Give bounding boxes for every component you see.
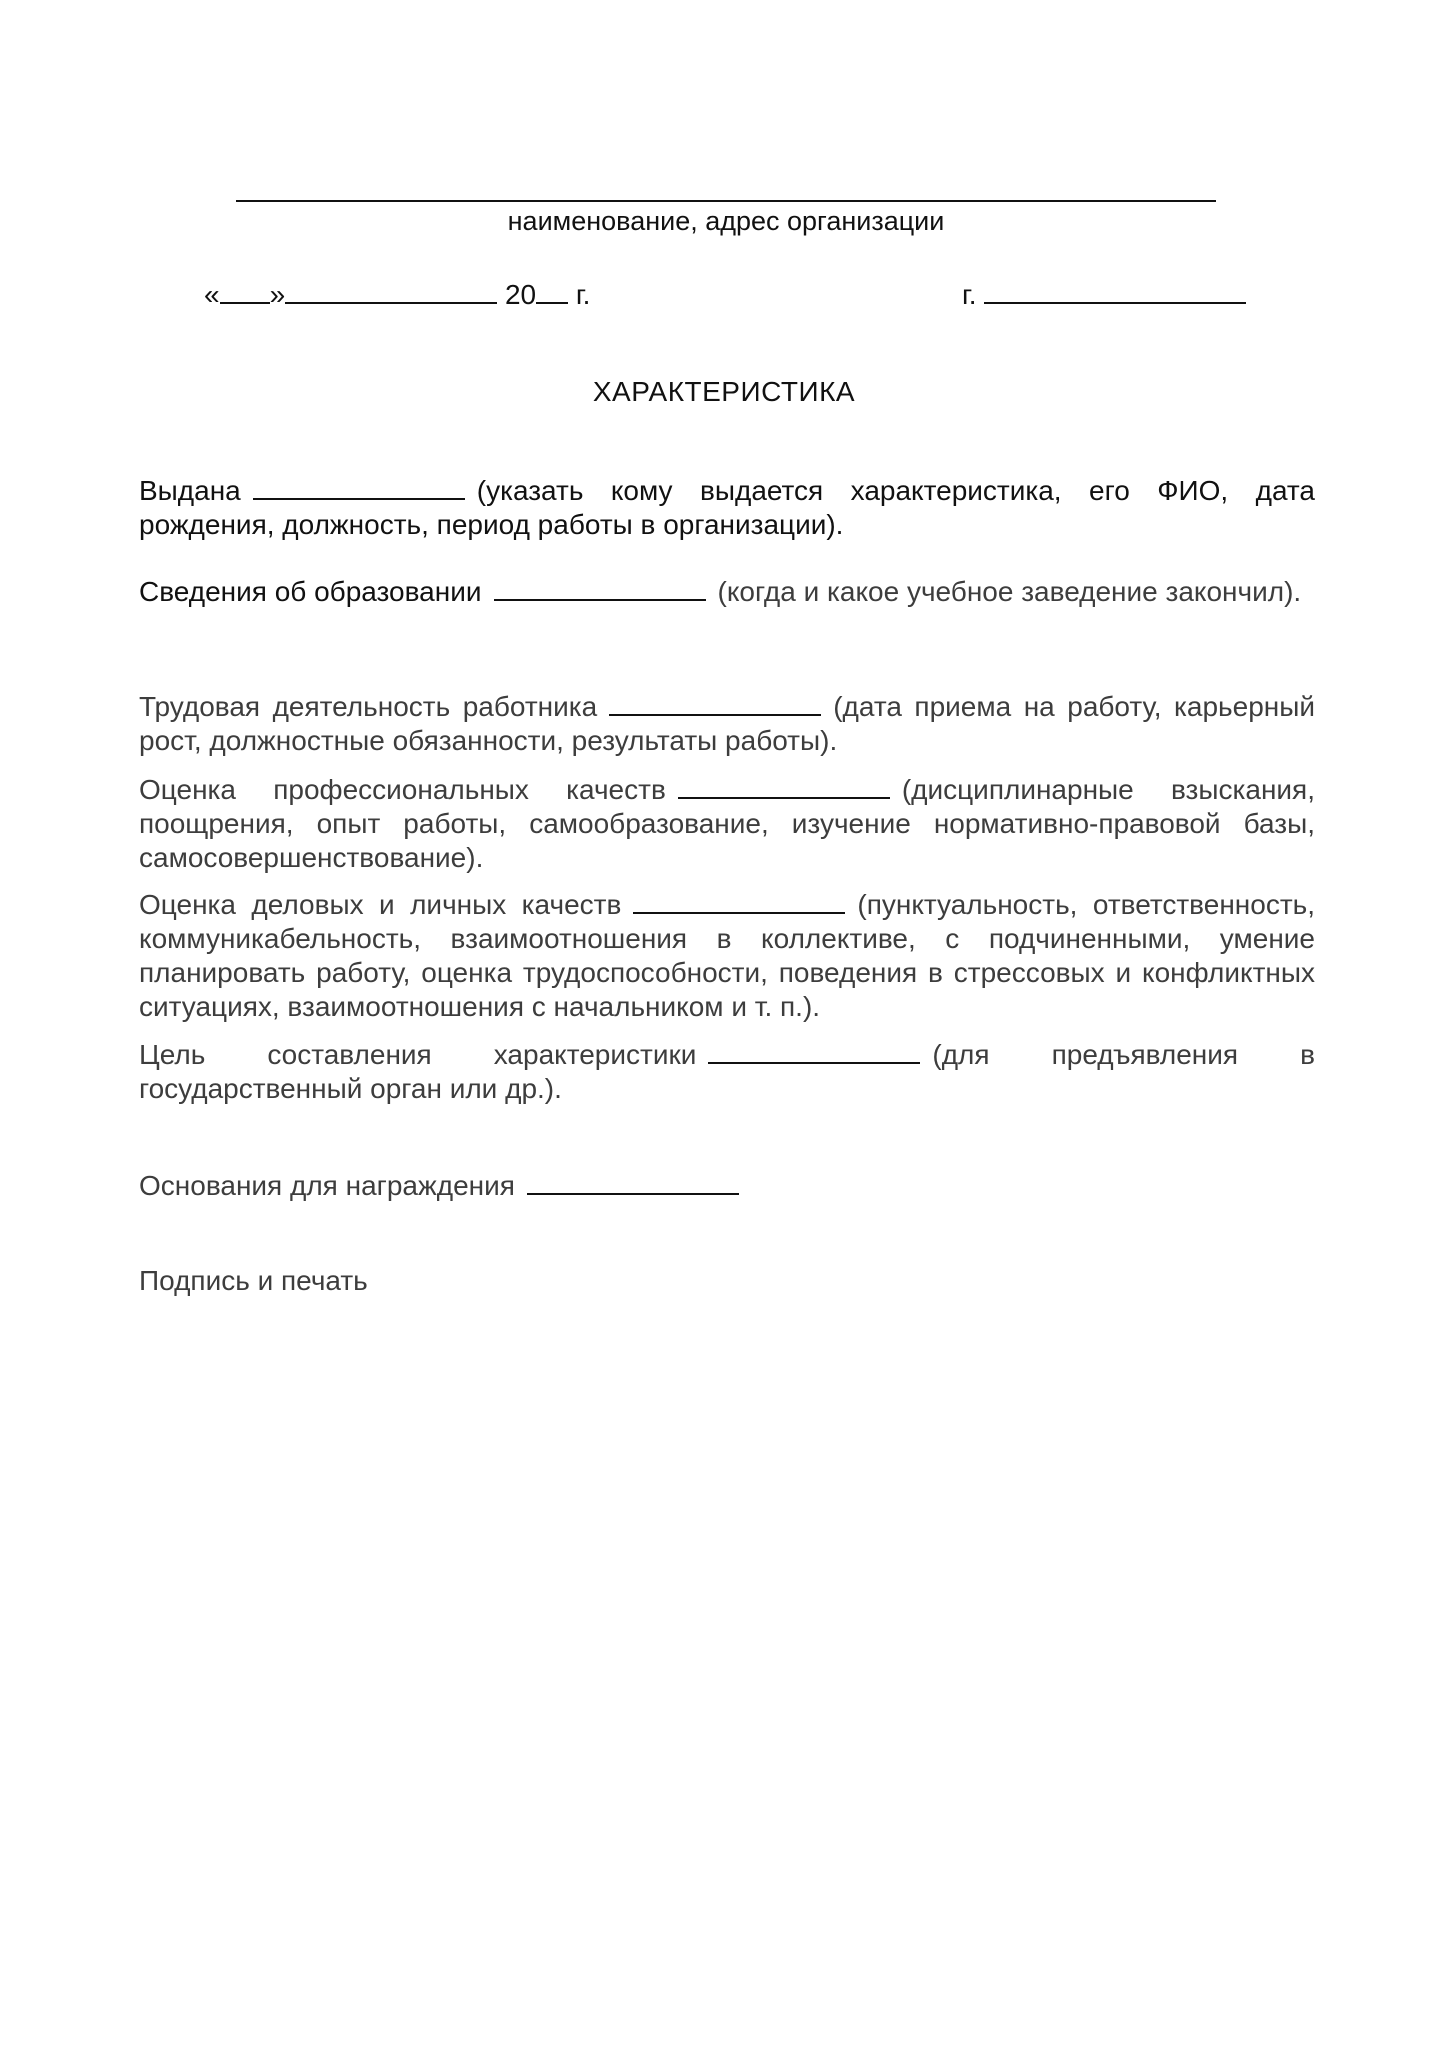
professional-label: Оценка профессиональных качеств [139,774,666,805]
purpose-label: Цель составления характеристики [139,1039,697,1070]
date-close-quote: » [269,279,286,310]
work-hint: (дата приема на работу, карьерный рост, должностные обязанности, результаты работы). [139,691,1315,756]
award-label: Основания для награждения [139,1170,515,1201]
date-field [204,276,590,311]
award-blank [527,1169,739,1195]
city-prefix: г. [962,279,977,310]
document-title: ХАРАКТЕРИСТИКА [592,376,856,407]
issued-blank [253,474,465,500]
purpose-blank [708,1038,920,1064]
organization-blank-line [236,200,1216,202]
section-award [139,1169,1315,1203]
organization-caption: наименование, адрес организации [507,206,945,236]
work-blank [609,690,821,716]
year-suffix: г. [575,279,591,310]
issued-label: Выдана [139,475,241,506]
education-hint: (когда и какое учебное заведение закончил). [717,576,1302,607]
section-issued [139,474,1315,542]
personal-hint: (пунктуальность, ответственность, коммуникабельность, взаимоотношения в коллективе, с подчиненными, умение планировать работу, оценка трудоспособности, поведения в стрессовых и конфликтных ситуациях, взаимоотношения с начальником и т. п.). [139,889,1316,1022]
personal-label: Оценка деловых и личных качеств [139,889,622,920]
education-label: Сведения об образовании [139,576,482,607]
city-field [962,276,1246,311]
day-blank [220,276,270,304]
section-purpose [139,1038,1315,1106]
year-blank [536,276,568,304]
purpose-hint: (для предъявления в государственный орган или др.). [139,1039,1315,1104]
month-blank [285,276,497,304]
section-education [139,575,1315,609]
date-open-quote: « [204,279,220,310]
signature-label: Подпись и печать [139,1265,368,1296]
section-signature [139,1264,1315,1298]
section-professional [139,773,1315,875]
city-blank [984,276,1246,304]
professional-hint: (дисциплинарные взыскания, поощрения, опыт работы, самообразование, изучение нормативно-правовой базы, самосовершенствование). [139,774,1315,873]
professional-blank [678,773,890,799]
year-prefix: 20 [504,279,537,310]
work-label: Трудовая деятельность работника [139,691,598,722]
education-blank [494,575,706,601]
section-work [139,690,1315,758]
issued-hint: (указать кому выдается характеристика, его ФИО, дата рождения, должность, период работы в организации). [139,475,1315,540]
personal-blank [633,888,845,914]
section-personal [139,888,1315,1024]
